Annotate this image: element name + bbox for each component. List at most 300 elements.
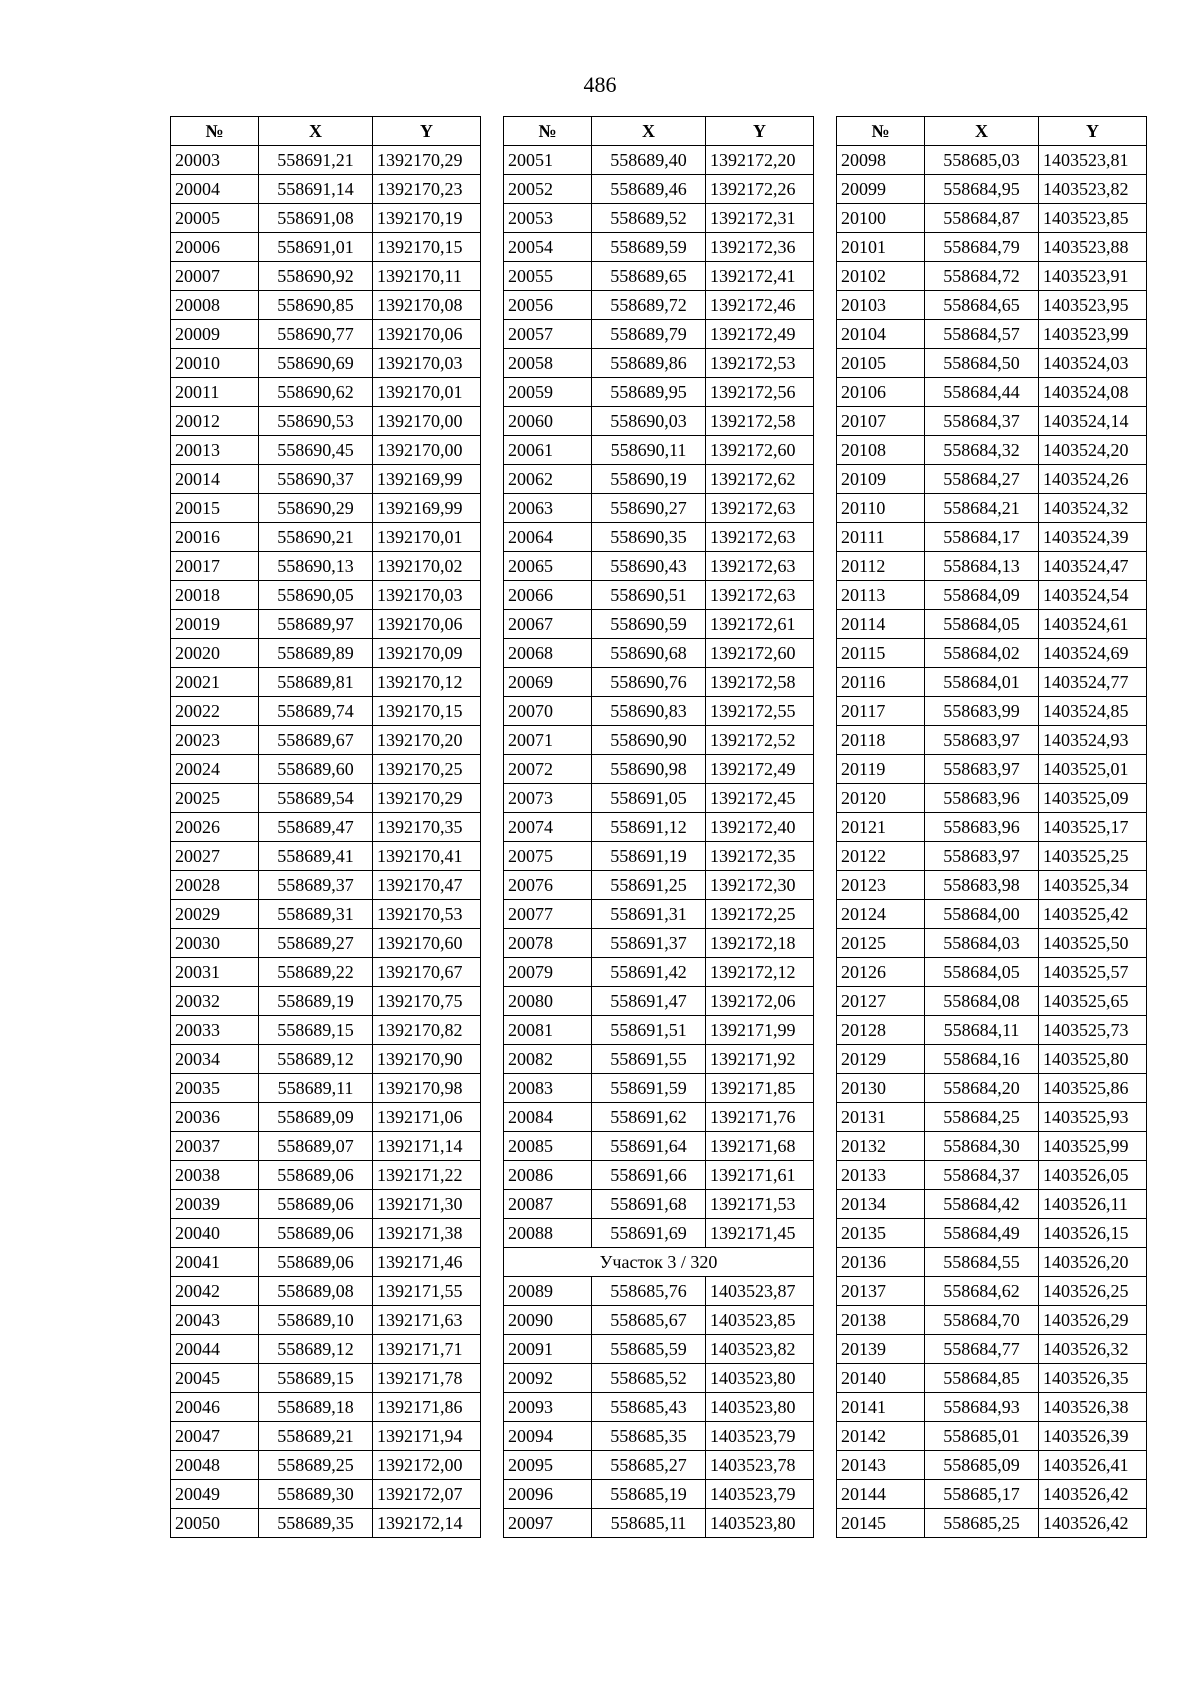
table-row — [504, 987, 814, 1016]
y-coordinate-cell: 1403525,09 — [1039, 784, 1147, 813]
table-row — [837, 726, 1147, 755]
point-number-cell: 20049 — [171, 1480, 259, 1509]
point-number-cell: 20094 — [504, 1422, 592, 1451]
x-coordinate-cell: 558685,35 — [592, 1422, 706, 1451]
table-row — [504, 1422, 814, 1451]
x-coordinate-cell: 558684,13 — [925, 552, 1039, 581]
x-coordinate-cell: 558684,25 — [925, 1103, 1039, 1132]
y-coordinate-cell: 1392169,99 — [373, 494, 481, 523]
point-number-cell: 20082 — [504, 1045, 592, 1074]
y-coordinate-cell: 1392170,00 — [373, 407, 481, 436]
table-row — [171, 320, 481, 349]
x-coordinate-cell: 558690,37 — [259, 465, 373, 494]
x-coordinate-cell: 558684,30 — [925, 1132, 1039, 1161]
table-row — [171, 494, 481, 523]
table-row — [504, 900, 814, 929]
y-coordinate-cell: 1403525,73 — [1039, 1016, 1147, 1045]
x-coordinate-cell: 558690,51 — [592, 581, 706, 610]
table-row — [837, 1451, 1147, 1480]
x-coordinate-cell: 558689,15 — [259, 1016, 373, 1045]
y-coordinate-cell: 1392171,63 — [373, 1306, 481, 1335]
point-number-cell: 20081 — [504, 1016, 592, 1045]
point-number-cell: 20095 — [504, 1451, 592, 1480]
point-number-cell: 20047 — [171, 1422, 259, 1451]
y-coordinate-cell: 1403526,32 — [1039, 1335, 1147, 1364]
table-row — [171, 1335, 481, 1364]
y-coordinate-cell: 1403525,25 — [1039, 842, 1147, 871]
x-coordinate-cell: 558690,69 — [259, 349, 373, 378]
point-number-cell: 20099 — [837, 175, 925, 204]
x-coordinate-cell: 558684,95 — [925, 175, 1039, 204]
y-coordinate-cell: 1403523,88 — [1039, 233, 1147, 262]
x-coordinate-cell: 558690,43 — [592, 552, 706, 581]
point-number-cell: 20026 — [171, 813, 259, 842]
y-coordinate-cell: 1403523,82 — [706, 1335, 814, 1364]
x-coordinate-cell: 558684,03 — [925, 929, 1039, 958]
point-number-cell: 20021 — [171, 668, 259, 697]
table-row — [504, 320, 814, 349]
y-coordinate-cell: 1403524,14 — [1039, 407, 1147, 436]
point-number-cell: 20028 — [171, 871, 259, 900]
header-number: № — [171, 117, 259, 146]
y-coordinate-cell: 1403525,93 — [1039, 1103, 1147, 1132]
table-row — [837, 581, 1147, 610]
page-number: 486 — [583, 72, 617, 97]
table-row — [171, 900, 481, 929]
header-x: X — [592, 117, 706, 146]
table-row — [837, 1422, 1147, 1451]
y-coordinate-cell: 1392171,94 — [373, 1422, 481, 1451]
x-coordinate-cell: 558690,90 — [592, 726, 706, 755]
table-row — [504, 1161, 814, 1190]
table-row — [171, 1161, 481, 1190]
point-number-cell: 20018 — [171, 581, 259, 610]
table-row — [504, 436, 814, 465]
point-number-cell: 20118 — [837, 726, 925, 755]
y-coordinate-cell: 1392172,30 — [706, 871, 814, 900]
point-number-cell: 20125 — [837, 929, 925, 958]
y-coordinate-cell: 1392172,49 — [706, 320, 814, 349]
table-row — [837, 204, 1147, 233]
table-row — [837, 1364, 1147, 1393]
point-number-cell: 20066 — [504, 581, 592, 610]
table-row — [504, 958, 814, 987]
table-row — [837, 784, 1147, 813]
point-number-cell: 20096 — [504, 1480, 592, 1509]
table-row — [837, 436, 1147, 465]
table-row — [171, 871, 481, 900]
table-row — [504, 668, 814, 697]
table-row — [504, 726, 814, 755]
point-number-cell: 20075 — [504, 842, 592, 871]
y-coordinate-cell: 1392171,46 — [373, 1248, 481, 1277]
point-number-cell: 20105 — [837, 349, 925, 378]
x-coordinate-cell: 558689,09 — [259, 1103, 373, 1132]
table-row — [171, 1074, 481, 1103]
table-row — [504, 1393, 814, 1422]
x-coordinate-cell: 558689,31 — [259, 900, 373, 929]
y-coordinate-cell: 1392172,07 — [373, 1480, 481, 1509]
x-coordinate-cell: 558689,41 — [259, 842, 373, 871]
y-coordinate-cell: 1392169,99 — [373, 465, 481, 494]
point-number-cell: 20043 — [171, 1306, 259, 1335]
point-number-cell: 20116 — [837, 668, 925, 697]
x-coordinate-cell: 558689,35 — [259, 1509, 373, 1538]
table-row — [171, 1132, 481, 1161]
table-row — [171, 436, 481, 465]
point-number-cell: 20145 — [837, 1509, 925, 1538]
point-number-cell: 20072 — [504, 755, 592, 784]
x-coordinate-cell: 558690,13 — [259, 552, 373, 581]
table-row — [504, 1103, 814, 1132]
y-coordinate-cell: 1392171,06 — [373, 1103, 481, 1132]
point-number-cell: 20057 — [504, 320, 592, 349]
y-coordinate-cell: 1392170,35 — [373, 813, 481, 842]
y-coordinate-cell: 1392171,86 — [373, 1393, 481, 1422]
table-row — [837, 233, 1147, 262]
y-coordinate-cell: 1392171,68 — [706, 1132, 814, 1161]
point-number-cell: 20020 — [171, 639, 259, 668]
point-number-cell: 20013 — [171, 436, 259, 465]
table-row — [504, 1074, 814, 1103]
y-coordinate-cell: 1403525,17 — [1039, 813, 1147, 842]
table-row — [837, 900, 1147, 929]
y-coordinate-cell: 1403526,15 — [1039, 1219, 1147, 1248]
point-number-cell: 20030 — [171, 929, 259, 958]
table-row — [171, 842, 481, 871]
y-coordinate-cell: 1392170,20 — [373, 726, 481, 755]
y-coordinate-cell: 1392172,52 — [706, 726, 814, 755]
x-coordinate-cell: 558684,21 — [925, 494, 1039, 523]
y-coordinate-cell: 1392170,90 — [373, 1045, 481, 1074]
y-coordinate-cell: 1392172,63 — [706, 494, 814, 523]
y-coordinate-cell: 1392170,98 — [373, 1074, 481, 1103]
point-number-cell: 20110 — [837, 494, 925, 523]
y-coordinate-cell: 1403526,11 — [1039, 1190, 1147, 1219]
table-row — [171, 639, 481, 668]
table-row — [837, 146, 1147, 175]
table-row — [837, 1393, 1147, 1422]
point-number-cell: 20010 — [171, 349, 259, 378]
y-coordinate-cell: 1392170,06 — [373, 320, 481, 349]
table-row — [504, 1480, 814, 1509]
x-coordinate-cell: 558684,57 — [925, 320, 1039, 349]
x-coordinate-cell: 558690,29 — [259, 494, 373, 523]
table-row — [171, 1016, 481, 1045]
point-number-cell: 20092 — [504, 1364, 592, 1393]
x-coordinate-cell: 558684,16 — [925, 1045, 1039, 1074]
y-coordinate-cell: 1403524,77 — [1039, 668, 1147, 697]
x-coordinate-cell: 558689,81 — [259, 668, 373, 697]
x-coordinate-cell: 558690,98 — [592, 755, 706, 784]
y-coordinate-cell: 1392171,38 — [373, 1219, 481, 1248]
point-number-cell: 20079 — [504, 958, 592, 987]
x-coordinate-cell: 558689,72 — [592, 291, 706, 320]
x-coordinate-cell: 558689,07 — [259, 1132, 373, 1161]
y-coordinate-cell: 1392172,31 — [706, 204, 814, 233]
point-number-cell: 20144 — [837, 1480, 925, 1509]
y-coordinate-cell: 1403525,65 — [1039, 987, 1147, 1016]
point-number-cell: 20131 — [837, 1103, 925, 1132]
table-row — [504, 1277, 814, 1306]
table-row — [171, 407, 481, 436]
point-number-cell: 20140 — [837, 1364, 925, 1393]
y-coordinate-cell: 1403525,99 — [1039, 1132, 1147, 1161]
x-coordinate-cell: 558685,43 — [592, 1393, 706, 1422]
x-coordinate-cell: 558685,59 — [592, 1335, 706, 1364]
y-coordinate-cell: 1392172,49 — [706, 755, 814, 784]
x-coordinate-cell: 558684,44 — [925, 378, 1039, 407]
y-coordinate-cell: 1392170,29 — [373, 146, 481, 175]
y-coordinate-cell: 1392171,78 — [373, 1364, 481, 1393]
x-coordinate-cell: 558684,17 — [925, 523, 1039, 552]
table-row — [504, 784, 814, 813]
table-row — [504, 1190, 814, 1219]
point-number-cell: 20117 — [837, 697, 925, 726]
table-row — [171, 233, 481, 262]
point-number-cell: 20063 — [504, 494, 592, 523]
point-number-cell: 20007 — [171, 262, 259, 291]
point-number-cell: 20132 — [837, 1132, 925, 1161]
table-row — [504, 842, 814, 871]
point-number-cell: 20106 — [837, 378, 925, 407]
table-row — [837, 958, 1147, 987]
y-coordinate-cell: 1403524,47 — [1039, 552, 1147, 581]
y-coordinate-cell: 1403523,78 — [706, 1451, 814, 1480]
x-coordinate-cell: 558685,11 — [592, 1509, 706, 1538]
y-coordinate-cell: 1392171,30 — [373, 1190, 481, 1219]
y-coordinate-cell: 1403523,82 — [1039, 175, 1147, 204]
x-coordinate-cell: 558691,47 — [592, 987, 706, 1016]
x-coordinate-cell: 558684,70 — [925, 1306, 1039, 1335]
x-coordinate-cell: 558684,11 — [925, 1016, 1039, 1045]
table-row — [171, 523, 481, 552]
table-row — [171, 987, 481, 1016]
x-coordinate-cell: 558684,85 — [925, 1364, 1039, 1393]
y-coordinate-cell: 1392172,60 — [706, 436, 814, 465]
point-number-cell: 20046 — [171, 1393, 259, 1422]
x-coordinate-cell: 558689,06 — [259, 1190, 373, 1219]
table-row — [837, 1016, 1147, 1045]
point-number-cell: 20139 — [837, 1335, 925, 1364]
x-coordinate-cell: 558689,60 — [259, 755, 373, 784]
table-row — [171, 1306, 481, 1335]
y-coordinate-cell: 1403525,57 — [1039, 958, 1147, 987]
table-row — [504, 1335, 814, 1364]
y-coordinate-cell: 1392170,75 — [373, 987, 481, 1016]
x-coordinate-cell: 558689,12 — [259, 1335, 373, 1364]
x-coordinate-cell: 558683,96 — [925, 784, 1039, 813]
table-row — [171, 1451, 481, 1480]
y-coordinate-cell: 1392172,00 — [373, 1451, 481, 1480]
table-row — [171, 291, 481, 320]
point-number-cell: 20044 — [171, 1335, 259, 1364]
x-coordinate-cell: 558691,21 — [259, 146, 373, 175]
point-number-cell: 20074 — [504, 813, 592, 842]
point-number-cell: 20102 — [837, 262, 925, 291]
table-row — [837, 1103, 1147, 1132]
point-number-cell: 20032 — [171, 987, 259, 1016]
point-number-cell: 20121 — [837, 813, 925, 842]
table-row — [504, 233, 814, 262]
x-coordinate-cell: 558689,30 — [259, 1480, 373, 1509]
x-coordinate-cell: 558689,18 — [259, 1393, 373, 1422]
y-coordinate-cell: 1392170,29 — [373, 784, 481, 813]
point-number-cell: 20059 — [504, 378, 592, 407]
point-number-cell: 20091 — [504, 1335, 592, 1364]
x-coordinate-cell: 558691,08 — [259, 204, 373, 233]
x-coordinate-cell: 558690,62 — [259, 378, 373, 407]
point-number-cell: 20034 — [171, 1045, 259, 1074]
table-row — [504, 581, 814, 610]
table-row — [504, 552, 814, 581]
y-coordinate-cell: 1392171,22 — [373, 1161, 481, 1190]
point-number-cell: 20053 — [504, 204, 592, 233]
point-number-cell: 20050 — [171, 1509, 259, 1538]
x-coordinate-cell: 558684,27 — [925, 465, 1039, 494]
y-coordinate-cell: 1403526,42 — [1039, 1480, 1147, 1509]
point-number-cell: 20122 — [837, 842, 925, 871]
table-row — [504, 1306, 814, 1335]
table-row — [837, 987, 1147, 1016]
table-row — [171, 262, 481, 291]
x-coordinate-cell: 558690,03 — [592, 407, 706, 436]
x-coordinate-cell: 558683,96 — [925, 813, 1039, 842]
table-row — [171, 1219, 481, 1248]
point-number-cell: 20070 — [504, 697, 592, 726]
point-number-cell: 20051 — [504, 146, 592, 175]
table-row — [504, 378, 814, 407]
x-coordinate-cell: 558689,19 — [259, 987, 373, 1016]
y-coordinate-cell: 1392172,26 — [706, 175, 814, 204]
y-coordinate-cell: 1392172,41 — [706, 262, 814, 291]
y-coordinate-cell: 1403523,85 — [706, 1306, 814, 1335]
x-coordinate-cell: 558689,97 — [259, 610, 373, 639]
x-coordinate-cell: 558689,46 — [592, 175, 706, 204]
table-row — [837, 929, 1147, 958]
section-title: Участок 3 / 320 — [504, 1248, 814, 1277]
x-coordinate-cell: 558684,87 — [925, 204, 1039, 233]
point-number-cell: 20024 — [171, 755, 259, 784]
y-coordinate-cell: 1392170,53 — [373, 900, 481, 929]
x-coordinate-cell: 558690,92 — [259, 262, 373, 291]
table-row — [837, 697, 1147, 726]
y-coordinate-cell: 1392171,61 — [706, 1161, 814, 1190]
y-coordinate-cell: 1392170,82 — [373, 1016, 481, 1045]
table-row — [504, 639, 814, 668]
point-number-cell: 20031 — [171, 958, 259, 987]
table-row — [171, 1277, 481, 1306]
table-row — [837, 610, 1147, 639]
x-coordinate-cell: 558689,74 — [259, 697, 373, 726]
header-y: Y — [373, 117, 481, 146]
x-coordinate-cell: 558690,35 — [592, 523, 706, 552]
point-number-cell: 20025 — [171, 784, 259, 813]
table-row — [171, 755, 481, 784]
header-x: X — [259, 117, 373, 146]
y-coordinate-cell: 1392172,53 — [706, 349, 814, 378]
x-coordinate-cell: 558691,62 — [592, 1103, 706, 1132]
y-coordinate-cell: 1403526,38 — [1039, 1393, 1147, 1422]
x-coordinate-cell: 558685,27 — [592, 1451, 706, 1480]
x-coordinate-cell: 558689,06 — [259, 1161, 373, 1190]
table-row — [837, 407, 1147, 436]
x-coordinate-cell: 558690,53 — [259, 407, 373, 436]
y-coordinate-cell: 1392172,20 — [706, 146, 814, 175]
table-row — [504, 871, 814, 900]
table-row — [837, 1306, 1147, 1335]
y-coordinate-cell: 1392172,63 — [706, 552, 814, 581]
point-number-cell: 20023 — [171, 726, 259, 755]
table-row — [837, 871, 1147, 900]
table-row — [504, 1451, 814, 1480]
point-number-cell: 20039 — [171, 1190, 259, 1219]
x-coordinate-cell: 558689,06 — [259, 1219, 373, 1248]
table-row — [171, 552, 481, 581]
point-number-cell: 20016 — [171, 523, 259, 552]
x-coordinate-cell: 558684,05 — [925, 610, 1039, 639]
table-row — [504, 407, 814, 436]
header-x: X — [925, 117, 1039, 146]
y-coordinate-cell: 1403526,35 — [1039, 1364, 1147, 1393]
table-row — [171, 1393, 481, 1422]
table-row — [504, 1219, 814, 1248]
point-number-cell: 20129 — [837, 1045, 925, 1074]
y-coordinate-cell: 1403526,42 — [1039, 1509, 1147, 1538]
point-number-cell: 20029 — [171, 900, 259, 929]
y-coordinate-cell: 1392172,58 — [706, 407, 814, 436]
point-number-cell: 20111 — [837, 523, 925, 552]
x-coordinate-cell: 558689,54 — [259, 784, 373, 813]
x-coordinate-cell: 558689,67 — [259, 726, 373, 755]
point-number-cell: 20100 — [837, 204, 925, 233]
point-number-cell: 20093 — [504, 1393, 592, 1422]
point-number-cell: 20083 — [504, 1074, 592, 1103]
x-coordinate-cell: 558684,62 — [925, 1277, 1039, 1306]
x-coordinate-cell: 558689,21 — [259, 1422, 373, 1451]
point-number-cell: 20109 — [837, 465, 925, 494]
point-number-cell: 20004 — [171, 175, 259, 204]
y-coordinate-cell: 1392170,06 — [373, 610, 481, 639]
y-coordinate-cell: 1403525,34 — [1039, 871, 1147, 900]
x-coordinate-cell: 558691,66 — [592, 1161, 706, 1190]
x-coordinate-cell: 558689,12 — [259, 1045, 373, 1074]
y-coordinate-cell: 1403524,26 — [1039, 465, 1147, 494]
point-number-cell: 20071 — [504, 726, 592, 755]
x-coordinate-cell: 558691,31 — [592, 900, 706, 929]
point-number-cell: 20065 — [504, 552, 592, 581]
point-number-cell: 20008 — [171, 291, 259, 320]
x-coordinate-cell: 558685,09 — [925, 1451, 1039, 1480]
table-row — [837, 552, 1147, 581]
point-number-cell: 20068 — [504, 639, 592, 668]
table-row — [504, 1045, 814, 1074]
x-coordinate-cell: 558690,68 — [592, 639, 706, 668]
y-coordinate-cell: 1392170,47 — [373, 871, 481, 900]
y-coordinate-cell: 1392172,14 — [373, 1509, 481, 1538]
table-row — [837, 1190, 1147, 1219]
table-row — [171, 784, 481, 813]
x-coordinate-cell: 558685,19 — [592, 1480, 706, 1509]
table-row — [504, 494, 814, 523]
y-coordinate-cell: 1392170,41 — [373, 842, 481, 871]
point-number-cell: 20089 — [504, 1277, 592, 1306]
y-coordinate-cell: 1392172,40 — [706, 813, 814, 842]
point-number-cell: 20077 — [504, 900, 592, 929]
table-row — [171, 1248, 481, 1277]
y-coordinate-cell: 1392170,11 — [373, 262, 481, 291]
x-coordinate-cell: 558690,27 — [592, 494, 706, 523]
